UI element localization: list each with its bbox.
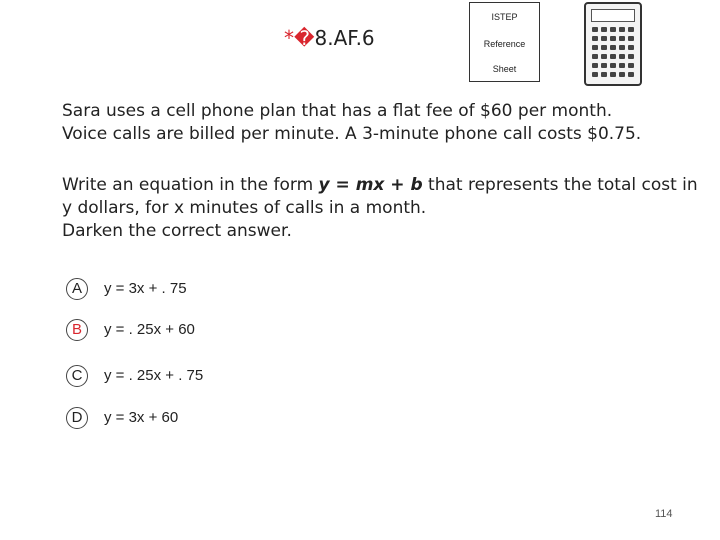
calculator-key: [628, 36, 634, 41]
calculator-key: [601, 36, 607, 41]
calculator-key: [610, 72, 616, 77]
page-number: 114: [655, 508, 673, 520]
calculator-screen: [591, 9, 635, 22]
calculator-key: [610, 45, 616, 50]
asterisk-mark: *�: [284, 26, 315, 50]
calculator-key: [628, 27, 634, 32]
calculator-key: [601, 72, 607, 77]
calculator-key: [610, 27, 616, 32]
calculator-key: [610, 54, 616, 59]
calculator-key: [610, 36, 616, 41]
question-text: [62, 100, 702, 243]
calculator-key: [592, 27, 598, 32]
prompt-equation: y = mx + b: [318, 175, 423, 195]
calculator-key: [628, 72, 634, 77]
calculator-icon[interactable]: [584, 2, 642, 86]
option-a-text: y = 3x + . 75: [104, 280, 187, 297]
calculator-key: [619, 27, 625, 32]
standard-code: 8.AF.6: [314, 26, 375, 50]
calculator-key: [619, 36, 625, 41]
option-d-text: y = 3x + 60: [104, 409, 179, 426]
calculator-key: [592, 54, 598, 59]
prompt-end: that represents the total cost in y dollars, for x minutes of calls in a month.: [62, 175, 698, 218]
option-c-text: y = . 25x + . 75: [104, 367, 204, 384]
prompt-start: Write an equation in the form: [62, 175, 319, 195]
calculator-key: [619, 54, 625, 59]
calculator-key: [592, 63, 598, 68]
calculator-key: [619, 72, 625, 77]
question-prompt: [62, 174, 702, 220]
calculator-key: [619, 45, 625, 50]
reference-line-3: Sheet: [492, 64, 517, 74]
calculator-key: [592, 72, 598, 77]
calculator-key: [610, 63, 616, 68]
question-instruction: Darken the correct answer.: [62, 221, 292, 241]
option-c-bubble[interactable]: C: [66, 365, 88, 387]
calculator-key: [601, 27, 607, 32]
calculator-key: [628, 63, 634, 68]
calculator-key: [601, 63, 607, 68]
calculator-key: [592, 36, 598, 41]
option-b-bubble[interactable]: B: [66, 319, 88, 341]
standard-label: [284, 26, 375, 50]
question-line-2: Voice calls are billed per minute. A 3-minute phone call costs $0.75.: [62, 124, 642, 144]
option-a-bubble[interactable]: A: [66, 278, 88, 300]
reference-sheet-link[interactable]: [469, 2, 540, 82]
calculator-key: [619, 63, 625, 68]
reference-line-1: ISTEP: [491, 12, 518, 22]
calculator-key: [601, 54, 607, 59]
calculator-key: [628, 45, 634, 50]
calculator-key: [628, 54, 634, 59]
reference-line-2: Reference: [483, 39, 526, 49]
question-line-1: Sara uses a cell phone plan that has a flat fee of $60 per month.: [62, 101, 613, 121]
option-d-bubble[interactable]: D: [66, 407, 88, 429]
option-b-text: y = . 25x + 60: [104, 321, 195, 338]
calculator-key: [601, 45, 607, 50]
calculator-key: [592, 45, 598, 50]
